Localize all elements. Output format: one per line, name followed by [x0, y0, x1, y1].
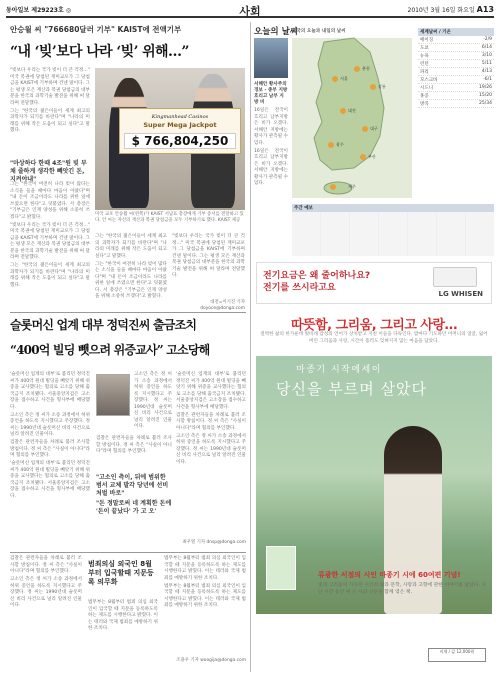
table-row	[418, 84, 494, 92]
table-row	[418, 52, 494, 60]
lead-photo	[95, 68, 245, 210]
third-headline: 범죄의심 외국인 8월부터 입국할때 지문등록 의무화	[88, 560, 154, 586]
lead-subhead: "마상하다 한때 4조"원 빚 부채 줄하게 생각한 빼앗긴 돈, 지켜야내"	[10, 160, 87, 183]
second-subhead-1: "고소인 측이, 뒤에 범위한 범서 교체 발각 당년에 선비 처벌 바로"	[96, 474, 169, 497]
city-temp: -6/1	[483, 76, 492, 82]
headshot-photo	[96, 374, 130, 416]
city-temp: 6/14	[481, 44, 492, 50]
second-body-mid: 검찰은 관련자들을 차례로 불러 조사할 방침이다. 정 씨 측은 "사실이 아니다"라며 혐의를 부인했다.	[96, 436, 172, 454]
second-headline-1: 슬롯머신 업계 대부 정덕진씨 출금조치	[10, 318, 197, 332]
jackpot-cheque	[119, 108, 241, 154]
forecast-header: 주간 예보	[292, 204, 494, 212]
cheque-amount: $ 766,804,250	[124, 133, 236, 149]
city-name: 시드니	[420, 85, 434, 91]
book-ad-bottom-headline: 류광한 서점의 시인 마종기 시에 60여편 기념!	[318, 571, 461, 579]
city-name: 방콕	[420, 101, 429, 107]
book-advertisement[interactable]	[256, 308, 492, 668]
map-label: 대구	[370, 126, 378, 131]
world-weather-table	[418, 28, 494, 108]
weather-map	[292, 38, 412, 198]
weather-icon	[360, 154, 366, 160]
city-name: 도쿄	[420, 45, 429, 51]
weather-icon	[330, 184, 336, 190]
second-body-1: '슬롯머신 업계의 대부'로 불리던 정덕진 씨가 400억 원대 빌딩을 빼앗기 위해 위증을 교사했다는 혐의로 고소를 당해 출국금지 조치됐다. 서울중앙지검은 고소장을 접수하고 사건을 형사부에 배당했다. 고소인 측은 정 씨가 소송 과정에서 허위 증언을 하도록 지시했다고 주장했다. 정 씨는 1990년대 슬롯머신 비리 사건으로 널리 알려진 인물이다. 검찰은 관련자들을 차례로 불러 조사할 방침이다. 정 씨 측은 "사실이 아니다"라며 혐의를 부인했다. '슬롯머신 업계의 대부'로 불리던 정덕진 씨가 400억 원대 빌딩을 빼앗기 위해 위증을 교사했다는 혐의로 고소를 당해 출국금지 조치됐다. 서울중앙지검은 고소장을 접수하고 사건을 형사부에 배당했다.	[10, 372, 90, 499]
third-body-prev: 검찰은 관련자들을 차례로 불러 조사할 방침이다. 정 씨 측은 "사실이 아니다"라며 혐의를 부인했다. 고소인 측은 정 씨가 소송 과정에서 허위 증언을 하도록 지시했다고 주장했다. 정 씨는 1990년대 슬롯머신 비리 사건으로 널리 알려진 인물이다.	[10, 556, 82, 608]
weather-icon	[332, 76, 338, 82]
second-headline-2: “400억 빌딩 뺏으려 위증교사” 고소당해	[10, 343, 210, 357]
weather-icon	[340, 108, 346, 114]
third-body-1: 법무부는 8월부터 범죄 의심 외국인이 입국할 때 지문을 등록하도록 하는 제도를 시행한다고 밝혔다. 이는 테러와 국제 범죄를 예방하기 위한 조치다.	[88, 600, 158, 631]
column-divider	[250, 22, 251, 672]
map-label: 광주	[336, 142, 344, 147]
ad-line1: 전기요금은 왜 줄어하나요?	[263, 271, 371, 281]
table-header: 세계날씨 / 기온	[418, 28, 494, 36]
city-name: 런던	[420, 61, 429, 67]
lead-body-3: 그는 "한국이 여전히 나라 빚이 많다는 소식을 들을 때마다 마음이 아팠다"며 "내 돈이 조금이라도 나라를 위한 일에 쓰였으면 한다"고 덧붙였다. 서 총장은 "기부금은 인재 양성을 위해 소중히 쓰겠다"고 밝혔다. "빚보다 우리는 국가 빚이 더 큰 걱정…" 미국 복권에 당첨된 재미교포가 그 당첨금을 KAIST에 기부하며 건넨 말이다. 그는 평생 모은 재산과 복권 당첨금의 대부분을 한국의 과학기술 발전을 위해 써 달라며 전달했다. 그는 "한국의 젊은이들이 세계 최고의 과학자가 되기를 바란다"며 "나라의 미래를 위해 작은 도움이 되고 싶다"고 말했다.	[10, 182, 90, 288]
table-row	[418, 100, 494, 108]
city-name: 모스크바	[420, 77, 438, 83]
map-label: 제주	[348, 184, 356, 189]
book-ad-headline: 따뜻함, 그리움, 그리고 사랑…	[290, 318, 458, 333]
publisher-logo: 비채 / 값 12,000원	[428, 648, 486, 662]
lead-body-1: "빚보다 우리는 국가 빚이 더 큰 걱정…" 미국 복권에 당첨된 재미교포가 그 당첨금을 KAIST에 기부하며 건넨 말이다. 그는 평생 모은 재산과 복권 당첨금의 대부분을 한국의 과학기술 발전을 위해 써 달라며 전달했다. 그는 "한국의 젊은이들이 세계 최고의 과학자가 되기를 바란다"며 "나라의 미래를 위해 작은 도움이 되고 싶다"고 말했다.	[10, 68, 90, 133]
ad-brand: LG WHISEN	[438, 290, 483, 298]
table-row	[418, 76, 494, 84]
second-byline: 최우열 기자 dnsp@donga.com	[182, 540, 246, 545]
lg-advertisement[interactable]	[256, 262, 492, 304]
page-masthead	[6, 4, 494, 18]
divider	[10, 312, 246, 313]
section-title: 사회	[239, 5, 261, 18]
book-series-title: 마종기 시작에세이	[296, 365, 382, 375]
city-temp: 3/10	[481, 52, 492, 58]
lead-byline: 대전=이기진 기자 doyoce@donga.com	[200, 300, 245, 311]
weather-reporter-photo	[254, 38, 288, 78]
lead-kicker: 안승월 씨 "766680달러 기부" KAIST에 전액기부	[10, 25, 182, 34]
city-name: 베이징	[420, 37, 434, 43]
map-label: 대전	[348, 108, 356, 113]
table-row	[418, 60, 494, 68]
lead-headline: “내 ‘빚’보다 나라 ‘빚’ 위해…”	[10, 44, 189, 60]
second-subhead-2: "돈 정말로써 네 계획한 돈에 '돈이 끝났다' 가 고 오'	[96, 500, 172, 515]
city-name: 홍콩	[420, 93, 429, 99]
book-ad-bottom-desc: 빛과 그리움이 가득한 시인의 삶과 문학, 사랑과 고향에 관한 이야기를 담았다. 지난 시간 동안 써 온 시와 산문을 함께 엮은 책.	[318, 583, 487, 595]
lead-photo-caption: 미국 교포 안승월 씨(왼쪽)가 KAIST 서남표 총장에게 기부 증서를 전달하고 있다. 안 씨는 자신의 재산과 복권 당첨금을 모두 기부하기로 했다. KAIST 제공	[95, 212, 244, 223]
lead-body-col3: "빚보다 우리는 국가 빚이 더 큰 걱정…" 미국 복권에 당첨된 재미교포가 그 당첨금을 KAIST에 기부하며 건넨 말이다. 그는 평생 모은 재산과 복권 당첨금의 대부분을 한국의 과학기술 발전을 위해 써 달라며 전달했다.	[172, 234, 245, 278]
air-conditioner-icon	[433, 267, 477, 287]
city-temp: 5/11	[481, 60, 492, 66]
city-name: 파리	[420, 69, 429, 75]
book-title: 당신을 부르며 살았다	[276, 380, 427, 398]
book-cover	[266, 546, 296, 590]
weekly-forecast	[292, 204, 494, 256]
second-body-col3: '슬롯머신 업계의 대부'로 불리던 정덕진 씨가 400억 원대 빌딩을 빼앗기 위해 위증을 교사했다는 혐의로 고소를 당해 출국금지 조치됐다. 서울중앙지검은 고소장을 접수하고 사건을 형사부에 배당했다. 검찰은 관련자들을 차례로 불러 조사할 방침이다. 정 씨 측은 "사실이 아니다"라며 혐의를 부인했다. 고소인 측은 정 씨가 소송 과정에서 허위 증언을 하도록 지시했다고 주장했다. 정 씨는 1990년대 슬롯머신 비리 사건으로 널리 알려진 인물이다.	[176, 372, 246, 465]
table-row	[418, 92, 494, 100]
city-temp: 4/13	[481, 68, 492, 74]
cheque-line2: Super Mega Jackpot	[143, 121, 217, 129]
map-label: 부산	[368, 154, 376, 159]
city-temp: 25/34	[479, 100, 492, 106]
map-label: 춘천	[362, 66, 370, 71]
third-byline: 조용우 기자 woogija@donga.com	[176, 658, 246, 663]
issue-date: 2010년 3월 16일 화요일 A13	[407, 5, 494, 14]
map-label: 강릉	[378, 84, 386, 89]
city-name: 뉴욕	[420, 53, 429, 59]
map-title: 전국의 오늘과 내일의 날씨	[292, 29, 346, 34]
table-row	[418, 68, 494, 76]
lead-story	[10, 24, 246, 61]
cheque-line1: Kingmanhead Casinos	[151, 114, 209, 120]
weather-icon	[370, 84, 376, 90]
weather-body: 16일은 전국이 흐리고 남부지방은 비가 오겠다. 서해안 지방에는 황사가 관측될 수 있다. 16일은 전국이 흐리고 남부지방은 비가 오겠다. 서해안 지방에는 황사가 관측될 수 있다.	[254, 108, 288, 186]
publication-info: 동아일보 제29223호 ◎	[6, 7, 72, 14]
book-ad-bottom	[318, 570, 488, 596]
map-label: 서울	[340, 76, 348, 81]
lead-body-col2: 그는 "한국의 젊은이들이 세계 최고의 과학자가 되기를 바란다"며 "나라의 미래를 위해 작은 도움이 되고 싶다"고 말했다. 그는 "한국이 여전히 나라 빚이 많다는 소식을 들을 때마다 마음이 아팠다"며 "내 돈이 조금이라도 나라를 위한 일에 쓰였으면 한다"고 덧붙였다. 서 총장은 "기부금은 인재 양성을 위해 소중히 쓰겠다"고 밝혔다.	[95, 234, 167, 299]
ad-line2: 전기를 쓰시라고요	[263, 283, 336, 293]
city-temp: 15/20	[479, 92, 492, 98]
city-temp: 19/26	[479, 84, 492, 90]
weather-title: 오늘의 날씨	[254, 27, 299, 37]
second-body-side: 고소인 측은 정 씨가 소송 과정에서 허위 증언을 하도록 지시했다고 주장했다. 정 씨는 1990년대 슬롯머신 비리 사건으로 널리 알려진 인물이다.	[134, 372, 172, 429]
weather-icon	[354, 66, 360, 72]
weather-icon	[362, 126, 368, 132]
forecast-grid	[292, 212, 494, 256]
book-ad-desc: 절박한 삶의 한가운데 빛바래 감성의 언어가 상처받고 지친 이들을 다독인다. 밤마다 기도하던 어머니의 얼굴, 잃어버린 그리움과 사랑, 시간이 흘러도 잊혀지지 않는 마음을 담았다.	[260, 332, 488, 344]
city-temp: -2/9	[483, 36, 492, 42]
korea-map-shape	[292, 38, 412, 198]
weather-story-head: 서해안 황사주의 경보 - 중부 지방 흐리고 남부 지방 비	[254, 82, 288, 105]
third-body-2: 법무부는 8월부터 범죄 의심 외국인이 입국할 때 지문을 등록하도록 하는 제도를 시행한다고 밝혔다. 이는 테러와 국제 범죄를 예방하기 위한 조치다. 법무부는 8월부터 범죄 의심 외국인이 입국할 때 지문을 등록하도록 하는 제도를 시행한다고 밝혔다. 이는 테러와 국제 범죄를 예방하기 위한 조치다.	[164, 556, 246, 608]
page-number: A13	[476, 5, 494, 14]
weather-icon	[328, 142, 334, 148]
table-row	[418, 36, 494, 44]
divider	[10, 552, 246, 553]
table-row	[418, 44, 494, 52]
